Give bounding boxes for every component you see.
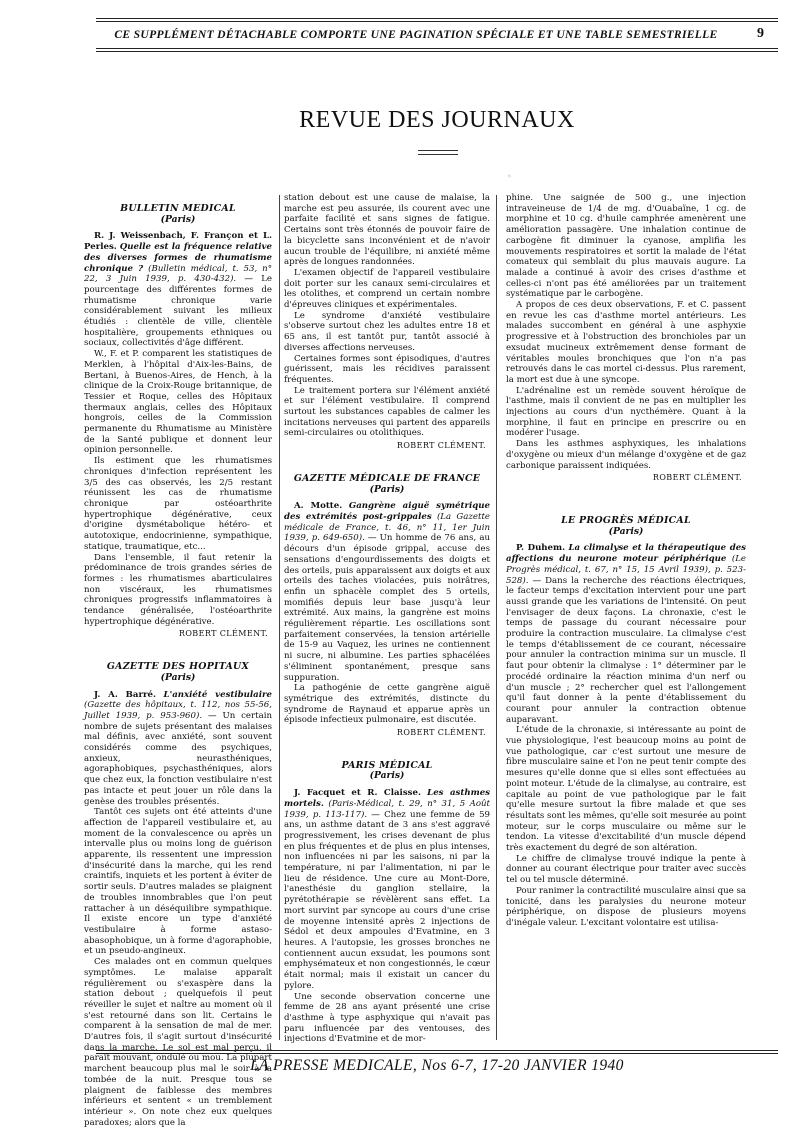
article-title: Quelle est la fréquence relative des diverses formes de rhumatisme chronique ? [84,242,272,274]
article-authors: J. Facquet et R. Claisse. [294,788,421,799]
paragraph: Ils estiment que les rhumatismes chroniques d'infection représentent les 3/5 des cas observés, les 2/5 restant réunissent les cas de rhumatisme chronique par ostéoarthrite hypertrophique dégénérative, ceux d'origine dysmétabolique hétéro- et autotoxique, endocrinienne, sympathique, statique, traumatique, etc... [84,456,272,552]
journal-name: PARIS MÉDICAL [341,759,433,771]
paragraph: La pathogénie de cette gangrène aiguë symétrique des extrémités, distincte du syndrome de Raynaud et apparue après un épisode infectieux pulmonaire, est discutée. [284,683,490,726]
page-footer: LA PRESSE MEDICALE, Nos 6-7, 17-20 JANVIER 1940 [250,1057,624,1074]
page-number: 9 [757,26,764,41]
article-authors: A. Motte. [294,501,343,512]
paragraph-text: Dans la recherche des réactions électriques, le facteur temps d'excitation intervient pour une part aussi grande que les variations de l'intensité. On peut l'envisager de deux façons. La chronaxie, c'est le temps de passage du courant nécessaire pour produire la contraction musculaire. La climalyse c'est le temps d'établissement de ce courant, nécessaire pour annuler la contraction minima sur un muscle. Il faut pour obtenir la climalyse : 1° déterminer par le procédé ordinaire la réaction minima d'un nerf ou d'un muscle ; 2° rechercher quel est l'allongement qu'il faut donner à la pente d'établissement du courant pour annuler la contraction obtenue auparavant. [506,575,746,725]
paragraph-text: Un homme de 76 ans, au décours d'un épisode grippal, accuse des sensations d'engourdissements des doigts et des orteils, puis apparaissent aux doigts et aux orteils des taches violacées, puis noirâtres, enfin un sphacèle complet des 5 orteils, momifiés depuis leur base jusqu'à leur extrémité. Aux mains, la gangrène est moins régulièrement répartie. Les oscillations sont parfaitement conservées, la tension artérielle de 15-9 au Vaquez, les urines ne contiennent ni sucre, ni albumine. Les parties sphacélées s'éliminent spontanément, presque sans suppuration. [284,533,490,683]
article-title: Les asthmes mortels. [284,788,490,809]
header-rule [96,51,778,52]
article-reference: (Gazette des hôpitaux, t. 112, nos 55-56, Juillet 1939, p. 953-960). — [84,700,272,721]
reviewer-signature: ROBERT CLÉMENT. [178,629,268,639]
running-header: CE SUPPLÉMENT DÉTACHABLE COMPORTE UNE PAGINATION SPÉCIALE ET UNE TABLE SEMESTRIELLE [114,28,718,41]
paragraph: Dans l'ensemble, il faut retenir la prédominance de trois grandes séries de formes : les rhumatismes abarticulaires non viscéraux, les rhumatismes chroniques progressifs inflammatoires à tendance généralisée, l'ostéoarthrite hypertrophique dégénérative. [84,552,272,627]
paragraph: Le traitement portera sur l'élément anxiété et sur l'élément vestibulaire. Il comprend surtout les substances capables de calmer les incitations nerveuses qui partent des appareils semi-circulaires ou otolithiques. [284,385,490,439]
paragraph: A propos de ces deux observations, F. et C. passent en revue les cas d'asthme mortel antérieurs. Les malades succombent en général à une asphyxie progressive et à l'obstruction des bronchioles par un exsudat mucineux extrêmement dense formant de véritables moules bronchiques que l'on n'a pas retrouvés dans le cas mortel ci-dessus. Plus rarement, la mort est due à une syncope. [506,300,746,385]
column-2 [284,193,491,1045]
header-rule [96,48,778,49]
journal-city: (Paris) [369,483,405,495]
column-divider [496,195,497,1040]
paragraph: Dans les asthmes asphyxiques, les inhalations d'oxygène ou mieux d'un mélange d'oxygène et de gaz carbonique paraissent indiquées. [506,439,746,471]
article-authors: J. A. Barré. [94,689,156,700]
article-abstract [284,501,490,683]
paragraph-text: Un certain nombre de sujets présentant des malaises mal définis, avec anxiété, sont souvent considérés comme des psychiques, anxieux, neurasthéniques, agoraphobiques, psychasthéniques, alors que chez eux, la fonction vestibulaire n'est pas intacte et peut jouer un rôle dans la genèse des troubles présentés. [84,710,272,807]
paragraph: station debout est une cause de malaise, la marche est peu assurée, ils courent avec une parfaite facilité et sans signes de fatigue. Certains sont très étonnés de pouvoir faire de la bicyclette sans inconvénient et de n'avoir aucun trouble de l'équilibre, ni anxiété même après de longues randonnées. [284,193,490,268]
article-abstract [284,788,490,991]
footer-rule [96,1053,778,1054]
footer-rule [96,1050,778,1051]
journal-city: (Paris) [160,671,196,683]
paragraph: Le syndrome d'anxiété vestibulaire s'observe surtout chez les adultes entre 18 et 65 ans, il est tantôt pur, tantôt associé à diverses affections nerveuses. [284,310,490,353]
paragraph: Tantôt ces sujets ont été atteints d'une affection de l'appareil vestibulaire et, au moment de la convalescence ou après un intervalle plus ou moins long de guérison apparente, ils ressentent une impression d'insécurité dans la marche, qui les rend craintifs, inquiets et les portent à éviter de sortir seuls. D'autres malades se plaignent de troubles innombrables que l'on peut rattacher à un déséquilibre sympathique. Il existe encore un type d'anxiété vestibulaire à forme astaso-abasophobique, un à forme d'agoraphobie, et un pseudo-angineux. [84,807,272,957]
paragraph: Le chiffre de climalyse trouvé indique la pente à donner au courant électrique pour traiter avec succès tel ou tel muscle déterminé. [506,853,746,886]
paragraph: Une seconde observation concerne une femme de 28 ans ayant présenté une crise d'asthme à type asphyxique qui n'avait pas paru influencée par des ventouses, des injections d'Evatmine et de mor- [284,991,490,1045]
reviewer-signature: ROBERT CLÉMENT. [396,728,486,738]
reviewer-signature: ROBERT CLÉMENT. [652,473,742,483]
column-1 [84,203,273,1128]
column-divider [279,195,280,1040]
reviewer-signature: ROBERT CLÉMENT. [396,441,486,451]
article-title: Gangrène aiguë symétrique des extrémités post-grippales [284,501,491,522]
journal-city: (Paris) [160,213,196,225]
spacer [84,640,272,662]
paragraph: W., F. et P. comparent les statistiques de Merklen, à l'hôpital d'Aix-les-Bains, de Bertani, à Buenos-Aires, de Hench, à la clinique de la Croix-Rouge britannique, de Tessier et Roque, celles des Hôpitaux thermaux anglais, celles des Hôpitaux hongrois, celles de la Commission permanente du Rhumatisme au Ministère de la Santé publique et donnent leur opinion personnelle. [84,349,272,456]
paragraph: L'examen objectif de l'appareil vestibulaire doit porter sur les canaux semi-circulaires et les otolithes, et comprend un certain nombre d'épreuves cliniques et expérimentales. [284,267,490,311]
paragraph: L'étude de la chronaxie, si intéressante au point de vue physiologique, l'est beaucoup moins au point de vue pathologique, car c'est surtout une mesure de fibre musculaire saine et l'on ne peut tenir compte des mesures qu'elle donne que si elles sont effectuées au point moteur. L'étude de la climalyse, au contraire, est capitale au point de vue pathologique par le fait qu'elle mesure surtout la fibre malade et que ses résultats sont les mêmes, qu'elle soit mesurée au point moteur, sur le corps musculaire ou même sur le tendon. La vitesse d'excitabilité d'un muscle dépend très exactement du degré de son altération. [506,725,746,854]
paragraph-text: Chez une femme de 59 ans, un asthme datant de 3 ans s'est aggravé progressivement, les crises devenant de plus en plus fréquentes et de plus en plus intenses, non influencées ni par les saisons, ni par la température, ni par l'alimentation, ni par le lieu de résidence. Une cure au Mont-Dore, l'anesthésie du ganglion stellaire, la pyrétothérapie se révèlèrent sans effet. La mort survint par syncope au cours d'une crise de moyenne intensité après 2 injections de Sédol et deux ampoules d'Evatmine, en 3 heures. A l'autopsie, les grosses bronches ne contiennent aucun exsudat, les poumons sont emphysémateux et non congestionnés, le cœur était normal; mais il existait un cancer du pylore. [284,809,491,991]
spacer [506,484,746,506]
spacer [284,739,490,761]
article-authors: R. J. Weissenbach, F. Françon et L. Perles. [84,231,272,253]
article-reference: (Le Progrès médical, t. 67, n° 15, 15 Avril 1939), p. 523-528). — [506,554,746,586]
journal-name: GAZETTE DES HOPITAUX [106,661,250,673]
title-ornament [418,150,458,156]
article-reference: (Bulletin médical, t. 53, n° 22, 3 Juin 1939, p. 430-432). — [84,263,272,285]
paragraph: Pour ranimer la contractilité musculaire ainsi que sa tonicité, dans les paralysies du neurone moteur périphérique, on dispose de plusieurs moyens d'inégale valeur. L'excitant volontaire est utilisa- [506,885,746,928]
section-title: REVUE DES JOURNAUX [299,107,575,133]
spacer [284,452,490,474]
paragraph: phine. Une saignée de 500 g., une injection intraveineuse de 1/4 de mg. d'Ouabaïne, 1 cg. de morphine et 10 cg. d'huile camphrée amenèrent une amélioration passagère. Une inhalation continue de carbogène fit diminuer la cyanose, amplifia les mouvements respiratoires et sortit la malade de l'état comateux qui semblait du plus mauvais augure. La malade a continué à avoir des crises d'asthme et celles-ci n'ont pas été améliorées par un traitement systématique par le carbogène. [506,193,746,300]
article-title: L'anxiété vestibulaire [163,689,272,700]
article-abstract [506,543,746,725]
journal-city: (Paris) [608,525,644,537]
article-title: La climalyse et la thérapeutique des affections du neurone moteur périphérique [506,543,747,565]
article-reference: (La Gazette médicale de France, t. 46, n° 11, 1er Juin 1939, p. 649-650). — [284,511,490,544]
journal-name: BULLETIN MEDICAL [120,203,236,214]
print-speck: ◦ [507,172,512,181]
journal-name: GAZETTE MÉDICALE DE FRANCE [293,472,481,484]
paragraph: Ces malades ont en commun quelques symptômes. Le malaise apparaît régulièrement ou s'exaspère dans la station debout ; quelquefois il peut réveiller le sujet et naître au moment où il s'est retourné dans son lit. Certains le comparent à la sensation de mal de mer. D'autres fois, il s'agit surtout d'insécurité dans la marche. Le sol est mal perçu, il paraît mouvant, ondulé ou mou. La plupart marchent beaucoup plus mal le soir à la tombée de la nuit. Presque tous se plaignent de faiblesse des membres inférieurs et sentent « un tremblement intérieur ». On note chez eux quelques paradoxes; alors que la [84,957,272,1128]
paragraph: Certaines formes sont épisodiques, d'autres guérissent, mais les récidives paraissent fréquentes. [284,353,490,385]
journal-city: (Paris) [369,770,405,782]
column-3 [506,193,746,1042]
header-rule [96,21,778,22]
article-abstract [84,690,272,808]
article-reference: (Paris-Médical, t. 29, n° 31, 5 Août 1939, p. 113-117). — [284,798,491,820]
article-abstract [84,231,272,349]
journal-name: LE PROGRÈS MÉDICAL [561,514,691,526]
paragraph-text: Le pourcentage des différentes formes de rhumatisme chronique varie considérablement suivant les milieux étudiés : clientèle de ville, clientèle hospitalière, groupements ethniques ou sociaux, collectivités d'âge différent. [84,274,273,349]
paragraph: L'adrénaline est un remède souvent héroïque de l'asthme, mais il convient de ne pas en multiplier les injections au cours d'un nycthémère. Quant à la morphine, il faut en principe en prescrire ou en modérer l'usage. [506,385,746,439]
header-rule [96,18,778,19]
article-authors: P. Duhem. [516,543,566,554]
